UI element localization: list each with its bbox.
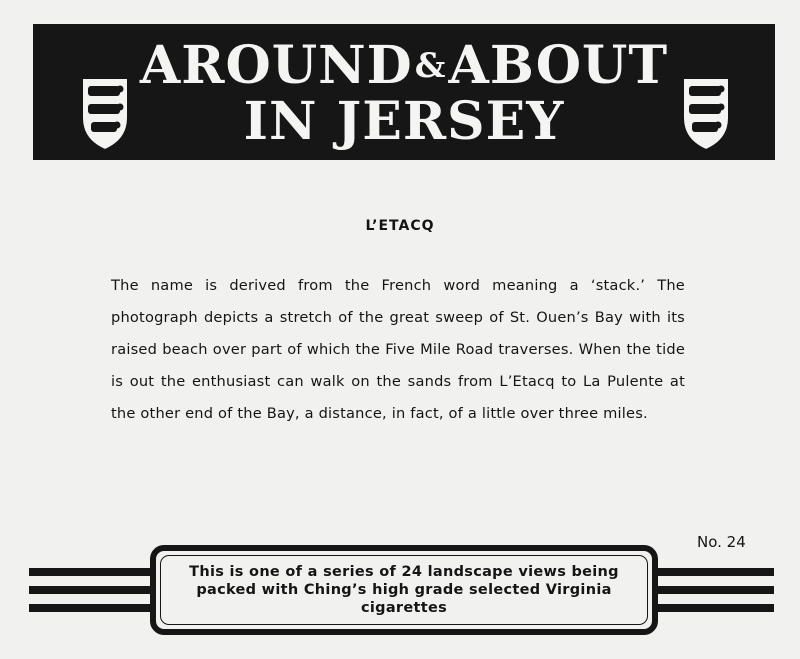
series-notice-text bbox=[166, 563, 642, 617]
stripe bbox=[29, 586, 157, 594]
notice-line-2: packed with Ching’s high grade selected Virginia bbox=[196, 582, 612, 598]
series-notice-box bbox=[150, 545, 658, 635]
title-banner bbox=[33, 24, 775, 160]
decorative-stripes-left bbox=[29, 568, 157, 618]
decorative-stripes-right bbox=[652, 568, 774, 618]
jersey-shield-left-icon bbox=[80, 76, 130, 152]
banner-word-around: AROUND bbox=[139, 35, 413, 96]
stripe bbox=[652, 568, 774, 576]
jersey-shield-right-icon bbox=[681, 76, 731, 152]
card-description: The name is derived from the French word meaning a ‘stack.’ The photograph depicts a stretch of the great sweep of St. Ouen’s Bay with its raised beach over part of which the Five Mile Road traverses. When the tide is out the enthusiast can walk on the sands from L’Etacq to La Pulente at the other end of the Bay, a distance, in fact, of a little over three miles. bbox=[111, 277, 685, 422]
notice-line-1: This is one of a series of 24 landscape views being bbox=[189, 564, 619, 580]
stripe bbox=[652, 586, 774, 594]
banner-word-about: ABOUT bbox=[448, 35, 669, 96]
notice-line-3: cigarettes bbox=[360, 600, 448, 616]
stripe bbox=[29, 604, 157, 612]
stripe bbox=[652, 604, 774, 612]
card-number: No. 24 bbox=[697, 533, 746, 551]
banner-title-line2: IN JERSEY bbox=[243, 91, 565, 152]
card-heading: L’ETACQ bbox=[365, 218, 435, 234]
banner-title-line1 bbox=[33, 35, 775, 96]
banner-ampersand: & bbox=[414, 46, 447, 86]
stripe bbox=[29, 568, 157, 576]
